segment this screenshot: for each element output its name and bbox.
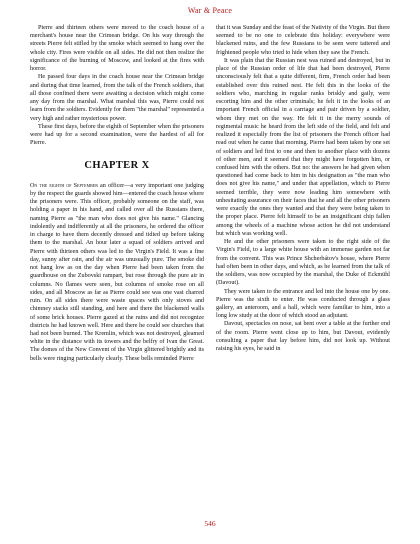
running-title: War & Peace (187, 6, 233, 15)
page-number: 546 (204, 519, 216, 528)
right-column (216, 24, 390, 353)
chapter-heading: CHAPTER X (84, 159, 150, 171)
continued-paragraph: that it was Sunday and the feast of the Nativity of the Virgin. But there seemed to be no one to celebrate this holiday: everywhere were blackened ruins, and the few Russians to be seen were tattered and frightened people who tried to hide when they saw the French. (216, 25, 390, 56)
paragraph: They were taken to the entrance and led into the house one by one. Pierre was the sixth to enter. He was conducted through a glass gallery, an anteroom, and a hall, which were familiar to him, into a long low study at the door of which stood an adjutant. (216, 288, 390, 320)
paragraph: He and the other prisoners were taken to the right side of the Virgin's Field, to a large white house with an immense garden not far from the convent. This was Prince Shcherbátov's house, where Pierre had often been in other days, and which, as he learned from the talk of the soldiers, was now occupied by the marshal, the Duke of Eckmühl (Davout). (216, 239, 390, 287)
smallcaps-lead: On the eighth of September (30, 182, 98, 189)
paragraph: These first days, before the eighth of September when the prisoners were had up for a second examination, were the hardest of all for Pierre. (30, 123, 204, 147)
paragraph: He passed four days in the coach house near the Crimean bridge and during that time learned, from the talk of the French soldiers, that all those confined there were awaiting a decision which might come any day from the marshal. What marshal this was, Pierre could not learn from the soldiers. Evidently for them "the marshal" represented a very high and rather mysterious power. (30, 74, 204, 122)
paragraph-text: an officer—a very important one judging by the respect the guards showed him—entered the coach house where the prisoners were. This officer, probably someone on the staff, was holding a paper in his hand, and called over all the Russians there, naming Pierre as "the man who does not give his name." Glancing indolently and indifferently at all the prisoners, he ordered the officer in charge to have them decently dressed and tidied up before taking them to the marshal. An hour later a squad of soldiers arrived and Pierre with thirteen others was led to the Virgin's Field. It was a fine day, sunny after rain, and the air was unusually pure. The smoke did not hang low as on the day when Pierre had been taken from the guardhouse on the Zubovski rampart, but rose through the pure air in columns. No flames were seen, but columns of smoke rose on all sides, and all Moscow as far as Pierre could see was one vast charred ruin. On all sides there were waste spaces with only stoves and chimney stacks still standing, and here and there the blackened walls of some brick houses. Pierre gazed at the ruins and did not recognize districts he had known well. Here and there he could see churches that had not been burned. The Kremlin, which was not destroyed, gleamed white in the distance with its towers and the belfry of Ivan the Great. The domes of the New Convent of the Virgin glittered brightly and its bells were ringing particularly clearly. These bells reminded Pierre (30, 182, 204, 362)
left-column (30, 24, 204, 363)
paragraph: Pierre and thirteen others were moved to the coach house of a merchant's house near the Crimean bridge. On his way through the streets Pierre felt stifled by the smoke which seemed to hang over the whole city. Fires were visible on all sides. He did not then realize the significance of the burning of Moscow, and looked at the fires with horror. (30, 25, 204, 73)
chapter-opening-paragraph (30, 182, 204, 363)
paragraph: Davout, spectacles on nose, sat bent over a table at the further end of the room. Pierre went close up to him, but Davout, evidently consulting a paper that lay before him, did not look up. Without raising his eyes, he said in (216, 321, 390, 353)
paragraph: It was plain that the Russian nest was ruined and destroyed, but in place of the Russian order of life that had been destroyed, Pierre unconsciously felt that a quite different, firm, French order had been established over this ruined nest. He felt this in the looks of the soldiers who, marching in regular ranks briskly and gaily, were escorting him and the other criminals; he felt it in the looks of an important French official in a carriage and pair driven by a soldier, whom they met on the way. He felt it in the merry sounds of regimental music he heard from the left side of the field, and felt and realized it especially from the list of prisoners the French officer had read out when he came that morning. Pierre had been taken by one set of soldiers and led first to one and then to another place with dozens of other men, and it seemed that they might have forgotten him, or confused him with the others. But no: the answers he had given when questioned had come back to him in his designation as "the man who does not give his name," and under that appellation, which to Pierre seemed terrible, they were now leading him somewhere with unhesitating assurance on their faces that he and all the other prisoners were exactly the ones they wanted and that they were being taken to the proper place. Pierre felt himself to be an insignificant chip fallen among the wheels of a machine whose action he did not understand but which was working well. (216, 57, 390, 237)
